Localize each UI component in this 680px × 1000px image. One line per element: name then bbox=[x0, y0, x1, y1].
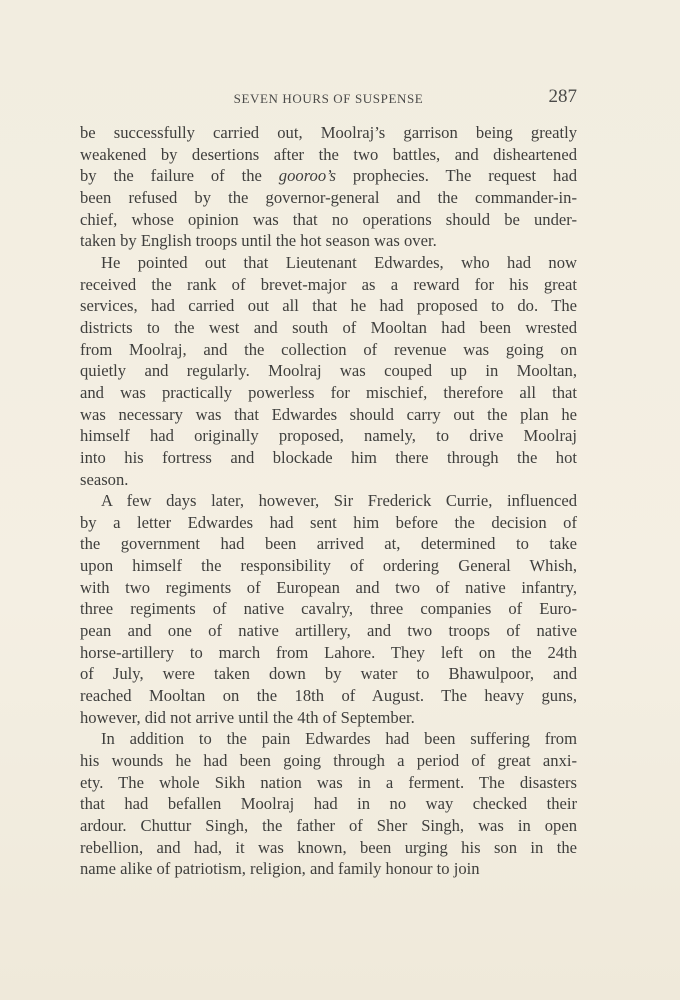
text-line: name alike of patriotism, religion, and family honour to join bbox=[80, 859, 480, 879]
paragraph bbox=[80, 252, 577, 490]
text-line: ardour. Chuttur Singh, the father of Sher Singh, was in open bbox=[80, 816, 577, 835]
text-line: weakened by desertions after the two battles, and disheartened bbox=[80, 144, 577, 164]
text-line: districts to the west and south of Mooltan had been wrested bbox=[80, 317, 577, 337]
running-title: SEVEN HOURS OF SUSPENSE bbox=[233, 91, 424, 106]
text-line: of July, were taken down by water to Bhawulpoor, and bbox=[80, 664, 577, 684]
text-line: services, had carried out all that he had proposed to do. The bbox=[80, 296, 577, 316]
text-line: rebellion, and had, it was known, been urging his son in the bbox=[80, 837, 577, 857]
text-line: by a letter Edwardes had sent him before the decision of bbox=[80, 512, 577, 532]
text-line: by the failure of the gooroo’s prophecies. The request had bbox=[80, 166, 577, 186]
text-line: was necessary was that Edwardes should carry out the plan he bbox=[80, 404, 577, 424]
text-line: chief, whose opinion was that no operations should be under- bbox=[80, 209, 577, 229]
text-line: season. bbox=[80, 469, 129, 489]
text-line: reached Mooltan on the 18th of August. The heavy guns, bbox=[80, 686, 577, 706]
text-line: with two regiments of European and two of native infantry, bbox=[80, 577, 577, 597]
text-line: upon himself the responsibility of ordering General Whish, bbox=[80, 556, 577, 576]
text-line: three regiments of native cavalry, three companies of Euro- bbox=[80, 599, 577, 619]
paragraph bbox=[80, 490, 577, 728]
text-line: horse-artillery to march from Lahore. They left on the 24th bbox=[80, 642, 577, 662]
text-line: his wounds he had been going through a period of great anxi- bbox=[80, 751, 577, 771]
text-line: and was practically powerless for mischief, therefore all that bbox=[80, 382, 577, 402]
text-line: himself had originally proposed, namely, to drive Moolraj bbox=[80, 426, 577, 446]
text-line: He pointed out that Lieutenant Edwardes, who had now bbox=[101, 252, 577, 272]
text-line: into his fortress and blockade him there through the hot bbox=[80, 447, 577, 467]
text-line: quietly and regularly. Moolraj was couped up in Mooltan, bbox=[80, 361, 577, 381]
body-text bbox=[80, 122, 577, 880]
page-number: 287 bbox=[548, 86, 577, 107]
text-line: taken by English troops until the hot season was over. bbox=[80, 231, 437, 251]
text-line: be successfully carried out, Moolraj’s garrison being greatly bbox=[80, 123, 577, 142]
text-line: the government had been arrived at, determined to take bbox=[80, 534, 577, 554]
running-head bbox=[80, 86, 577, 112]
text-line: that had befallen Moolraj had in no way checked their bbox=[80, 794, 577, 814]
paragraph bbox=[80, 122, 577, 252]
text-line: however, did not arrive until the 4th of September. bbox=[80, 707, 415, 727]
text-line: received the rank of brevet-major as a reward for his great bbox=[80, 274, 577, 294]
paragraph bbox=[80, 728, 577, 880]
text-line: pean and one of native artillery, and two troops of native bbox=[80, 621, 577, 641]
text-line: from Moolraj, and the collection of revenue was going on bbox=[80, 339, 577, 359]
text-line: been refused by the governor-general and the commander-in- bbox=[80, 187, 577, 207]
text-line: In addition to the pain Edwardes had been suffering from bbox=[101, 729, 577, 749]
text-line: ety. The whole Sikh nation was in a ferment. The disasters bbox=[80, 772, 577, 792]
text-line: A few days later, however, Sir Frederick Currie, influenced bbox=[101, 491, 577, 511]
